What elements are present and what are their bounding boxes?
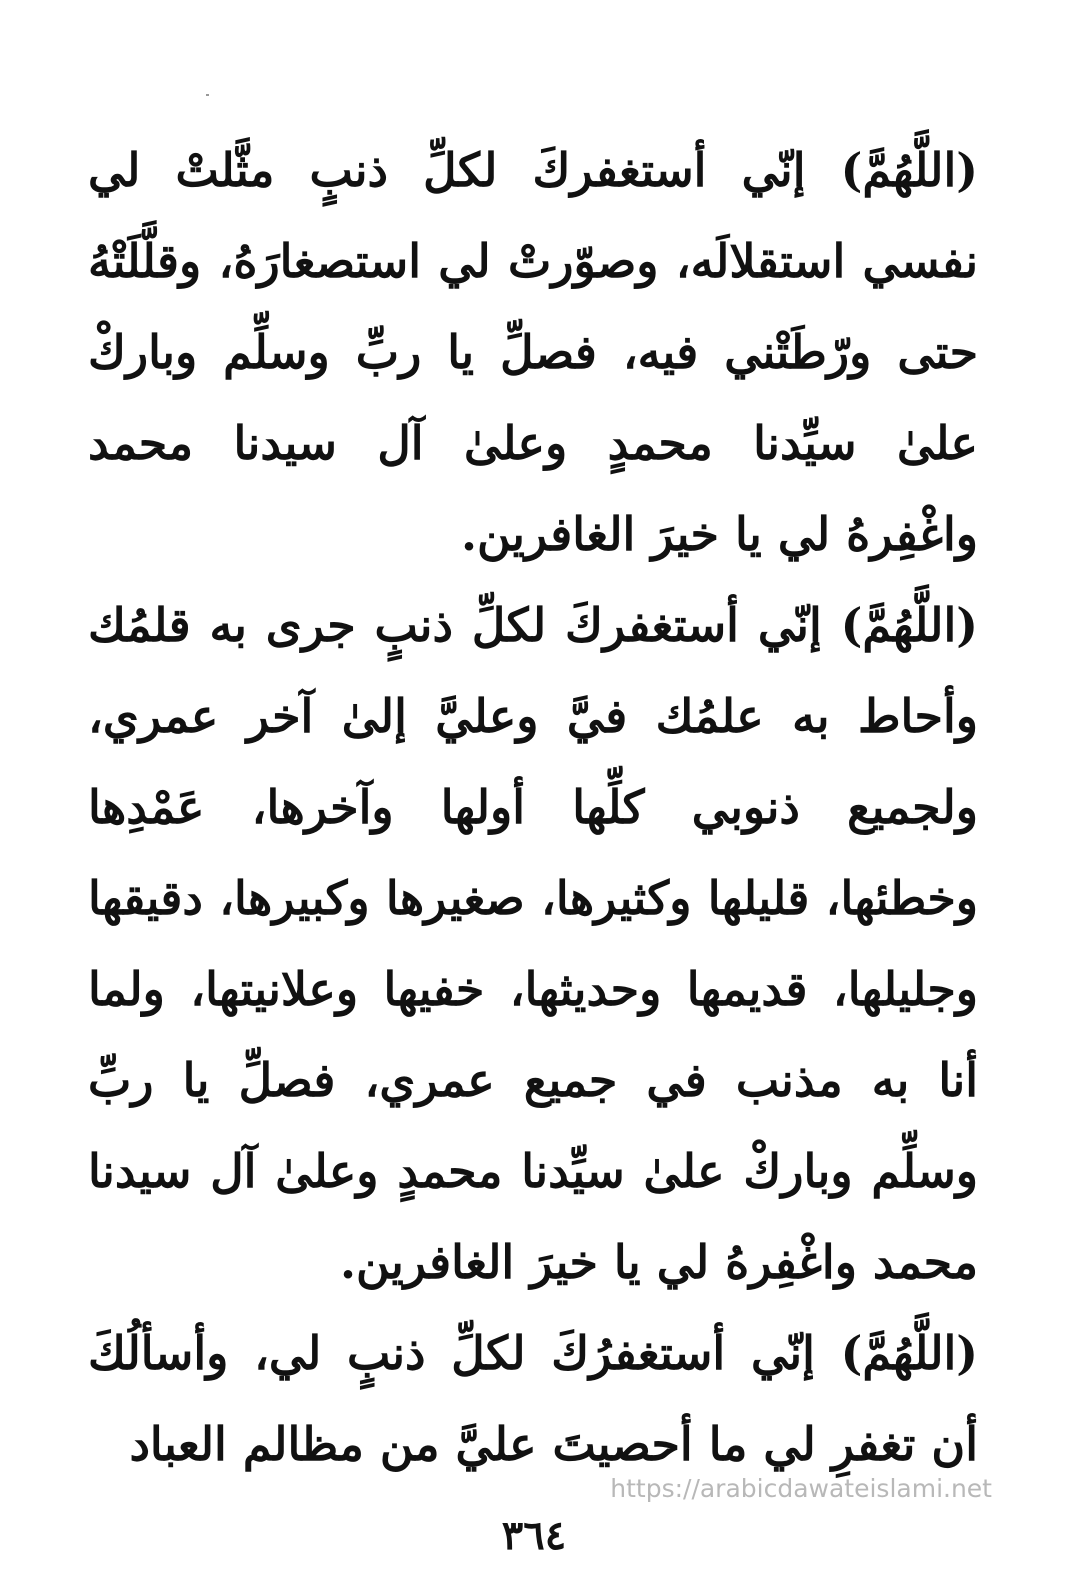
paragraph-3: (اللَّهُمَّ) إنّي أستغفرُكَ لكلِّ ذنبٍ لي، وأسألُكَ أن تغفرِ لي ما أحصيتَ عليَّ من مظالم العباد bbox=[88, 1326, 978, 1471]
page-number: ٣٦٤ bbox=[501, 1512, 567, 1559]
paragraph-1: (اللَّهُمَّ) إنّي أستغفركَ لكلِّ ذنبٍ مثَّلتْ لي نفسي استقلالَه، وصوّرتْ لي استصغارَهُ، وقلَّلَتْهُ حتى ورّطَتْني فيه، فصلِّ يا ربِّ وسلِّم وباركْ علىٰ سيِّدنا محمدٍ وعلىٰ آل سيدنا محمد واغْفِرهُ لي يا خيرَ الغافرين. bbox=[88, 143, 978, 561]
paragraph-2: (اللَّهُمَّ) إنّي أستغفركَ لكلِّ ذنبٍ جرى به قلمُك وأحاط به علمُك فيَّ وعليَّ إلىٰ آخر عمري، ولجميع ذنوبي كلِّها أولها وآخرها، عَمْدِها وخطئها، قليلها وكثيرها، صغيرها وكبيرها، دقيقها وجليلها، قديمها وحديثها، خفيها وعلانيتها، ولما أنا به مذنب في جميع عمري، فصلِّ يا ربِّ وسلِّم وباركْ علىٰ سيِّدنا محمدٍ وعلىٰ آل سيدنا محمد واغْفِرهُ لي يا خيرَ الغافرين. bbox=[88, 598, 978, 1289]
watermark-url: https://arabicdawateislami.net bbox=[610, 1474, 992, 1503]
body-text bbox=[88, 125, 978, 1490]
scan-artifact bbox=[206, 94, 209, 96]
